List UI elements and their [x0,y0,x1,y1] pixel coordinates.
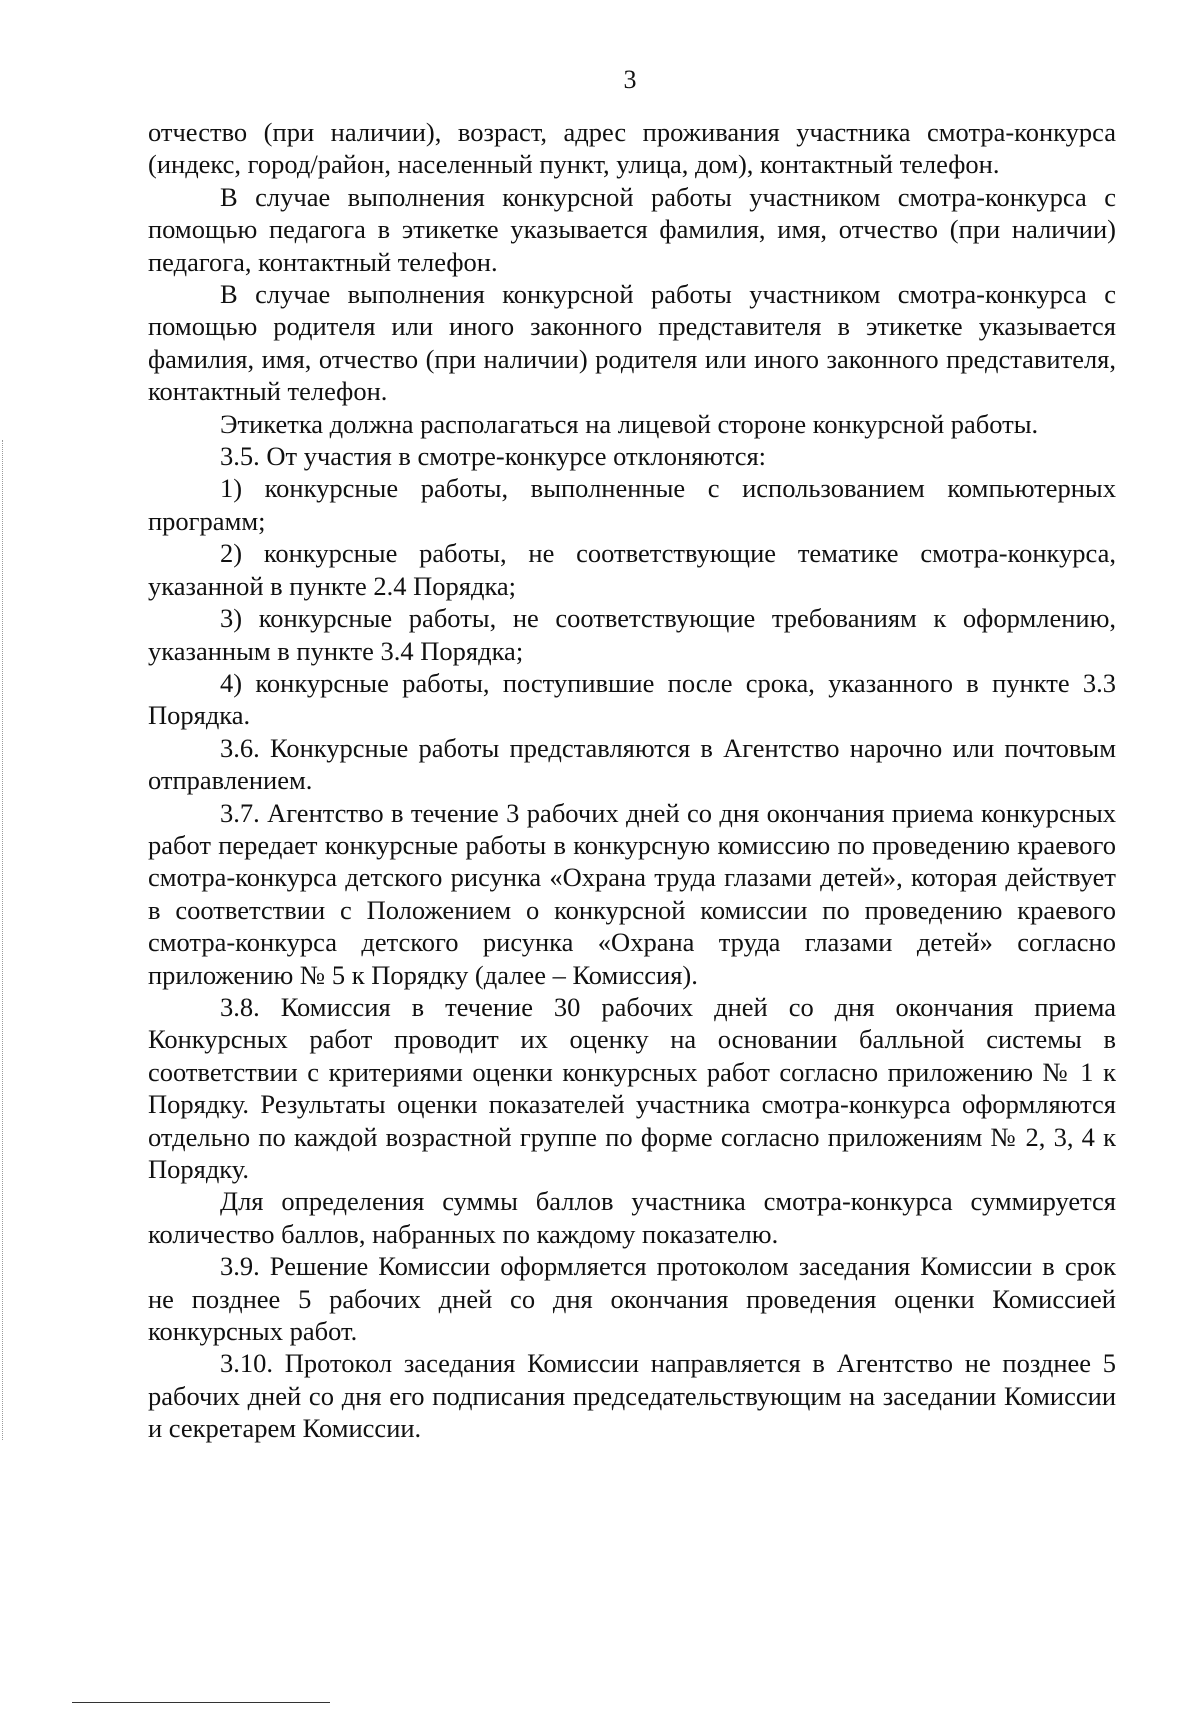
footer-rule [72,1702,330,1703]
clause-3-10: 3.10. Протокол заседания Комиссии направляется в Агентство не позднее 5 рабочих дней со дня его подписания председательствующим на заседании Комиссии и секретарем Комиссии. [148,1348,1116,1444]
clause-3-7: 3.7. Агентство в течение 3 рабочих дней со дня окончания приема конкурсных работ передает конкурсные работы в конкурсную комиссию по проведению краевого смотра-конкурса детского рисунка «Охрана труда глазами детей», которая действует в соответствии с Положением о конкурсной комиссии по проведению краевого смотра-конкурса детского рисунка «Охрана труда глазами детей» согласно приложению № 5 к Порядку (далее – Комиссия). [148,797,1116,990]
clause-3-8: 3.8. Комиссия в течение 30 рабочих дней со дня окончания приема Конкурсных работ проводит их оценку на основании балльной системы в соответствии с критериями оценки конкурсных работ согласно приложению № 1 к Порядку. Результаты оценки показателей участника смотра-конкурса оформляются отдельно по каждой возрастной группе по форме согласно приложениям № 2, 3, 4 к Порядку. [148,991,1116,1184]
clause-3-9: 3.9. Решение Комиссии оформляется протоколом заседания Комиссии в срок не позднее 5 рабочих дней со дня окончания проведения оценки Комиссией конкурсных работ. [148,1251,1116,1347]
clause-3-5-item-4: 4) конкурсные работы, поступившие после срока, указанного в пункте 3.3 Порядка. [148,667,1116,731]
page-number: 3 [623,65,637,94]
paragraph-label-placement: Этикетка должна располагаться на лицевой стороне конкурсной работы. [220,408,1039,439]
clause-3-5: 3.5. От участия в смотре-конкурсе отклоняются: [220,441,767,472]
scan-edge-mark [2,440,3,1440]
paragraph-label-continuation: отчество (при наличии), возраст, адрес проживания участника смотра-конкурса (индекс, город/район, населенный пункт, улица, дом), контактный телефон. [148,117,1116,180]
clause-3-5-item-3: 3) конкурсные работы, не соответствующие требованиям к оформлению, указанным в пункте 3.4 Порядка; [148,603,1116,666]
clause-3-5-item-2: 2) конкурсные работы, не соответствующие тематике смотра-конкурса, указанной в пункте 2.4 Порядка; [148,538,1116,601]
clause-3-5-item-1: 1) конкурсные работы, выполненные с использованием компьютерных программ; [148,473,1116,536]
document-body [148,116,1116,1445]
clause-3-6: 3.6. Конкурсные работы представляются в Агентство нарочно или почтовым отправлением. [148,732,1116,796]
paragraph-parent-label: В случае выполнения конкурсной работы участником смотра-конкурса с помощью родителя или иного законного представителя в этикетке указывается фамилия, имя, отчество (при наличии) родителя или иного законного представителя, контактный телефон. [148,279,1116,407]
paragraph-score-sum: Для определения суммы баллов участника смотра-конкурса суммируется количество баллов, набранных по каждому показателю. [148,1186,1116,1249]
paragraph-teacher-label: В случае выполнения конкурсной работы участником смотра-конкурса с помощью педагога в этикетке указывается фамилия, имя, отчество (при наличии) педагога, контактный телефон. [148,181,1116,277]
